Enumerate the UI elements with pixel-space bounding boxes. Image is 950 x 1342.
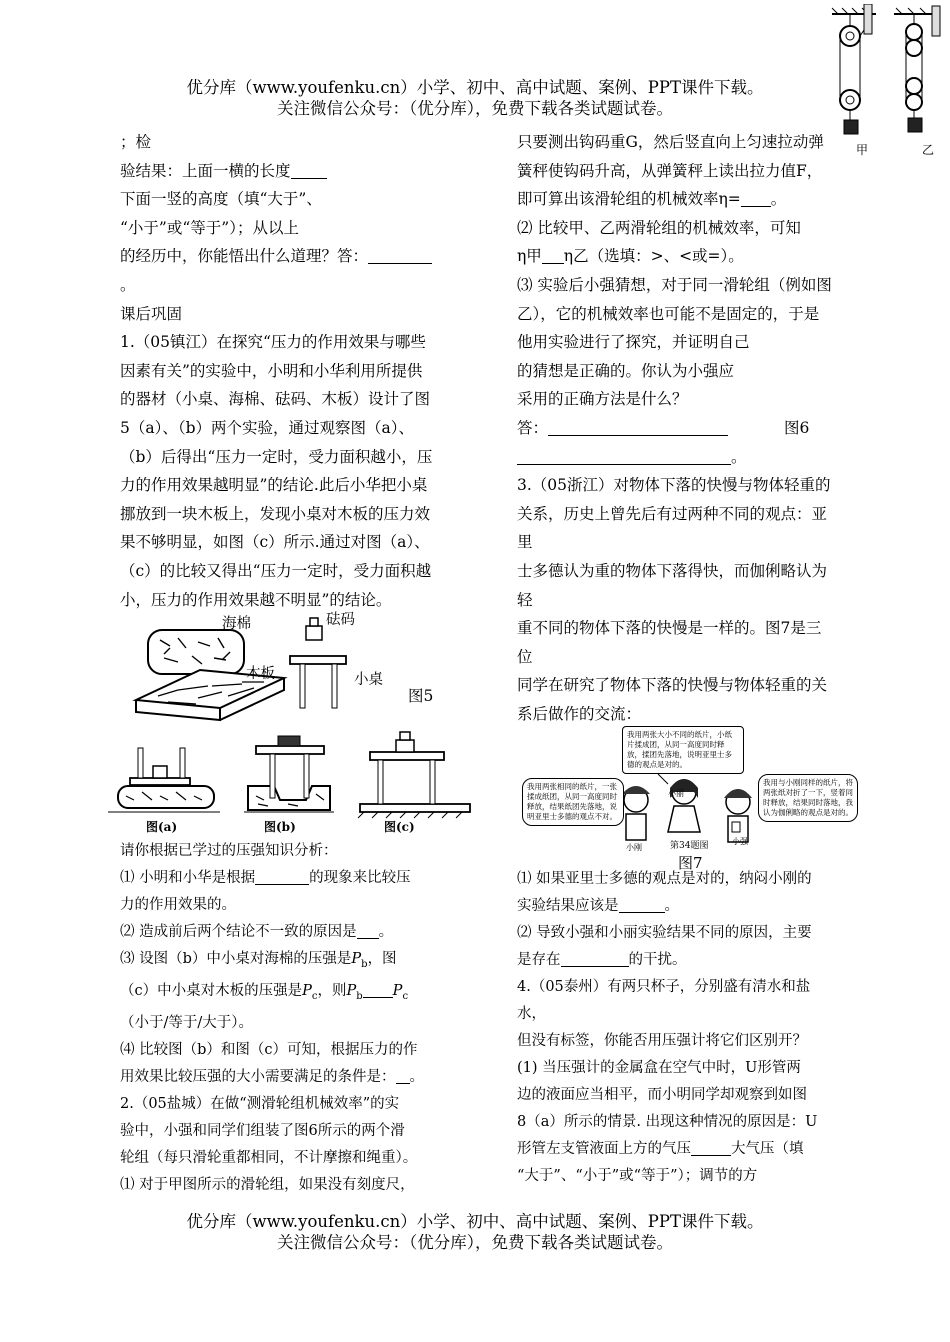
q3-line: 同学在研究了物体下落的快慢与物体轻重的关 — [517, 676, 828, 695]
text-line: η甲 η乙（选填：>、<或=）。 — [517, 247, 744, 266]
label-sponge: 海棉 — [222, 616, 251, 632]
text-line: 用效果比较压强的大小需要满足的条件是： 。 — [120, 1068, 424, 1085]
q4-line: “大于”、“小于”或“等于”）；调节的方 — [517, 1168, 758, 1184]
figure-7-inner-caption: 第34题图 — [670, 841, 709, 851]
q1-line: 因素有关”的实验中，小明和小华利用所提供 — [120, 361, 423, 380]
answer-blank[interactable] — [691, 1141, 731, 1157]
label-table: 小桌 — [354, 672, 383, 688]
page-footer — [0, 1211, 950, 1253]
q4-line: 形管左支管液面上方的气压 大气压（填 — [517, 1141, 804, 1157]
answer-blank[interactable] — [396, 1068, 410, 1084]
fig6-label-jia: 甲 — [856, 143, 869, 156]
page-header — [0, 77, 950, 119]
fig6-label-yi: 乙 — [922, 143, 935, 156]
answer-blank[interactable] — [368, 248, 432, 265]
text-line: “小于”或“等于”）；从以上 — [120, 218, 299, 237]
q2-line: 轮组（每只滑轮重都相同，不计摩擦和绳重）。 — [120, 1149, 418, 1166]
q1-line: 果不够明显，如图（c）所示.通过对图（a）、 — [120, 533, 430, 552]
q1-line: 挪放到一块木板上，发现小桌对木板的压力效 — [120, 504, 431, 523]
text-line: ⑴ 如果亚里士多德的观点是对的，纳闷小刚的 — [517, 871, 812, 887]
q4-line: 8（a）所示的情景. 出现这种情况的原因是：U — [517, 1114, 818, 1130]
text-line: 采用的正确方法是什么？ — [517, 390, 688, 409]
answer-blank[interactable] — [517, 448, 731, 465]
text-line: 的经历中，你能悟出什么道理？答： — [120, 242, 460, 271]
q1-line: 力的作用效果越明显”的结论.此后小华把小桌 — [120, 476, 428, 495]
answer-blank[interactable] — [548, 419, 728, 436]
text-line: ⑶ 实验后小强猜想，对于同一滑轮组（例如图 — [517, 275, 832, 294]
text-line: 实验结果应该是 。 — [517, 898, 679, 914]
text-line: 验结果：上面一横的长度 — [120, 157, 460, 186]
label-weight: 砝码 — [326, 612, 355, 628]
figure-6-caption: 图6 — [784, 418, 810, 437]
text-line: ⑵ 造成前后两个结论不一致的原因是 。 — [120, 924, 394, 940]
label-fig-a: 图(a) — [146, 820, 178, 834]
q1-line: （c）的比较又得出“压力一定时，受力面积越 — [120, 561, 432, 580]
q3-line: 轻 — [517, 590, 533, 609]
text-line: 请你根据已学过的压强知识分析： — [120, 843, 338, 859]
bubble-top: 我用两张大小不同的纸片，小纸片揉成团，从同一高度同时释放，揉团先落地，说明亚里士多德的观点是对的。 — [622, 726, 744, 774]
figure-7-caption: 图7 — [678, 854, 703, 872]
figure-5 — [108, 608, 478, 840]
text-line: 是存在 的干扰。 — [517, 952, 687, 968]
text-line: ⑷ 比较图（b）和图（c）可知，根据压力的作 — [120, 1041, 418, 1058]
right-column — [517, 128, 857, 728]
text-line: ⑵ 比较甲、乙两滑轮组的机械效率，可知 — [517, 218, 801, 237]
right-column-lower — [517, 866, 857, 1190]
q1-line: 1.（05镇江）在探究“压力的作用效果与哪些 — [120, 333, 426, 352]
text-line: 即可算出该滑轮组的机械效率η= 。 — [517, 190, 787, 209]
q1-line: 的器材（小桌、海棉、砝码、木板）设计了图 — [120, 390, 431, 409]
label-fig-b: 图(b) — [264, 820, 296, 834]
header-line-2: 关注微信公众号：（优分库），免费下载各类试题试卷。 — [277, 99, 673, 118]
answer-blank[interactable] — [291, 162, 327, 179]
q4-line: (1) 当压强计的金属盒在空气中时，U形管两 — [517, 1060, 801, 1076]
bubble-right: 我用与小刚同样的纸片，将两张纸对折了一下，竖着同时释放，结果同时落地，我认为伽俐略的观点是对的。 — [758, 774, 858, 822]
left-column — [120, 128, 460, 614]
text-line: 答： 图6 — [517, 418, 810, 437]
q3-line: 关系，历史上曾先后有过两种不同的观点：亚 — [517, 504, 828, 523]
text-line: 他用实验进行了探究，并证明自己 — [517, 333, 750, 352]
q3-line: 3.（05浙江）对物体下落的快慢与物体轻重的 — [517, 476, 831, 495]
q1-line: 小，压力的作用效果越不明显”的结论。 — [120, 590, 392, 609]
text-line: 。 — [120, 275, 136, 294]
text-line: 簧秤使钩码升高，从弹簧秤上读出拉力值F， — [517, 161, 823, 180]
q4-line: 4.（05泰州）有两只杯子，分别盛有清水和盐 — [517, 979, 811, 995]
text-line: （c）中小桌对木板的压强是$P_c$，则$P_b$ $P_c$ — [120, 982, 409, 1002]
text-line: ⑴ 小明和小华是根据 的现象来比较压 — [120, 870, 411, 886]
answer-blank[interactable] — [363, 982, 393, 998]
q2-line: 验中，小强和同学们组装了图6所示的两个滑 — [120, 1122, 405, 1139]
answer-blank[interactable] — [542, 248, 564, 265]
q3-line: 系后做作的交流： — [517, 704, 642, 723]
answer-blank[interactable] — [357, 924, 379, 940]
answer-blank[interactable] — [255, 870, 309, 886]
q2-line: 2.（05盐城）在做“测滑轮组机械效率”的实 — [120, 1095, 400, 1112]
q3-line: 士多德认为重的物体下落得快，而伽俐略认为 — [517, 561, 828, 580]
figure-5-caption: 图5 — [408, 687, 434, 705]
name-label: 小刚 — [626, 843, 642, 852]
text-line: （小于/等于/大于）。 — [120, 1014, 254, 1031]
q1-line: （b）后得出“压力一定时，受力面积越小，压 — [120, 447, 433, 466]
q3-line: 位 — [517, 647, 533, 666]
text-line: 的猜想是正确的。你认为小强应 — [517, 361, 735, 380]
q3-line: 重不同的物体下落的快慢是一样的。图7是三 — [517, 619, 822, 638]
footer-line-1: 优分库（www.youfenku.cn）小学、初中、高中试题、案例、PPT课件下载。 — [186, 1212, 764, 1231]
label-board: 木板 — [246, 666, 275, 682]
answer-blank[interactable] — [561, 952, 629, 968]
text-line: 只要测出钩码重G，然后竖直向上匀速拉动弹 — [517, 133, 824, 151]
q1-line: 5（a）、（b）两个实验，通过观察图（a）、 — [120, 418, 415, 437]
footer-line-2: 关注微信公众号：（优分库），免费下载各类试题试卷。 — [277, 1233, 673, 1252]
figure-7 — [518, 722, 854, 872]
q4-line: 边的液面应当相平，而小明同学却观察到如图 — [517, 1087, 807, 1103]
text-line: ⑵ 导致小强和小丽实验结果不同的原因，主要 — [517, 925, 812, 941]
text-line: 。 — [517, 443, 857, 472]
q2-line: ⑴ 对于甲图所示的滑轮组，如果没有刻度尺， — [120, 1176, 415, 1193]
answer-blank[interactable] — [741, 191, 771, 208]
q3-line: 里 — [517, 533, 533, 552]
bubble-left: 我用两张相同的纸片，一张揉成纸团，从同一高度同时释放，结果纸团先落地，说明亚里士多德的观点不对。 — [522, 778, 624, 826]
answer-blank[interactable] — [619, 898, 665, 914]
label-fig-c: 图(c) — [384, 820, 415, 834]
header-line-1: 优分库（www.youfenku.cn）小学、初中、高中试题、案例、PPT课件下载。 — [186, 78, 764, 97]
text-line: ；检 — [120, 133, 152, 151]
q4-line: 水， — [517, 1006, 546, 1022]
figure-5-drawing — [108, 608, 478, 840]
text-line: 下面一竖的高度（填“大于”、 — [120, 190, 322, 209]
text-line: ⑶ 设图（b）中小桌对海棉的压强是$P_b$，图 — [120, 951, 397, 970]
text-line: 力的作用效果的。 — [120, 897, 236, 913]
q4-line: 但没有标签，你能否用压强计将它们区别开？ — [517, 1033, 807, 1049]
name-label: 小强 — [732, 837, 748, 846]
name-label: 小丽 — [668, 789, 684, 798]
left-column-lower — [120, 838, 460, 1199]
section-title: 课后巩固 — [120, 304, 183, 323]
text-line: 乙），它的机械效率也可能不是固定的，于是 — [517, 304, 820, 323]
